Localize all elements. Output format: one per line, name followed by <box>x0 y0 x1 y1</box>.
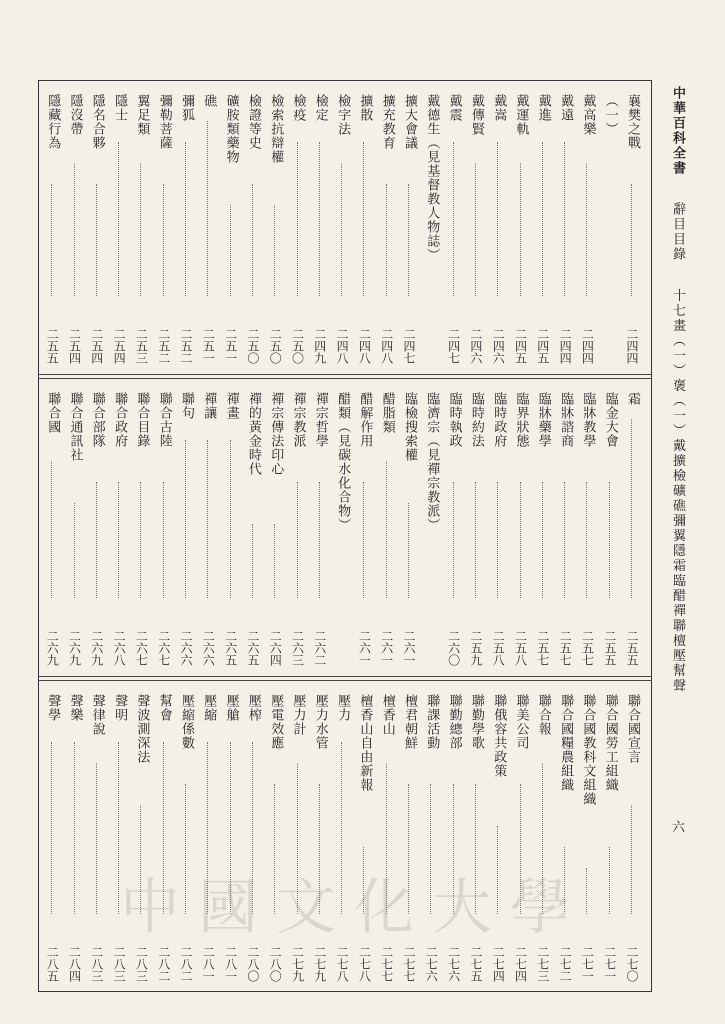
index-entry <box>488 378 508 676</box>
entry-page-number: 二七二 <box>558 946 573 982</box>
entry-page-number: 二五四 <box>89 328 104 364</box>
index-entry <box>288 80 308 374</box>
dotted-leader <box>475 163 476 296</box>
entry-term: 聯合目錄 <box>134 392 150 448</box>
dotted-leader <box>564 482 565 598</box>
entry-term: 聯合國教科文組織 <box>580 694 596 806</box>
entry-term: 彌狐 <box>179 94 194 122</box>
index-entry <box>622 80 642 374</box>
dotted-leader <box>319 482 320 598</box>
entry-term: 聯句 <box>179 392 194 420</box>
entry-page-number: 二七六 <box>446 946 461 982</box>
index-entry <box>198 378 218 676</box>
entry-term: 醋脂類 <box>379 392 395 434</box>
dotted-leader <box>631 805 632 914</box>
dotted-leader <box>363 482 364 598</box>
entry-page-number: 二七〇 <box>625 946 639 982</box>
entry-page-number: 二六一 <box>379 630 394 666</box>
entry-term: 戴高樂 <box>580 94 596 136</box>
entry-term: 禪宗傳法印心 <box>268 392 284 476</box>
entry-page-number: 二七七 <box>379 946 394 982</box>
dotted-leader <box>207 440 208 598</box>
index-entry <box>399 378 419 676</box>
dotted-leader <box>230 440 231 598</box>
dotted-leader <box>408 503 409 598</box>
entry-term: 聯合國勞工組織 <box>602 694 618 792</box>
dotted-leader <box>74 503 75 598</box>
index-entry <box>421 378 441 676</box>
index-entry <box>42 80 62 374</box>
index-entry <box>265 80 285 374</box>
dotted-leader <box>609 482 610 598</box>
index-entry <box>154 378 174 676</box>
entry-page-number: 二四七 <box>402 328 416 364</box>
entry-page-number: 二六一 <box>402 630 416 666</box>
index-entry <box>444 80 464 374</box>
dotted-leader <box>297 482 298 598</box>
entry-term: 彌勒菩薩 <box>156 94 172 150</box>
entry-term: 壓縮 <box>201 694 217 722</box>
entry-term: 聲波測深法 <box>134 694 150 764</box>
entry-term: 戴傳賢 <box>468 94 484 136</box>
entry-page-number: 二四八 <box>357 328 372 364</box>
index-band-top <box>38 80 652 374</box>
entry-page-number: 二五一 <box>201 328 216 364</box>
index-entry <box>577 80 597 374</box>
index-entry <box>221 378 241 676</box>
dotted-leader <box>163 184 164 296</box>
entry-page-number: 二六九 <box>67 630 82 666</box>
index-entry <box>243 378 263 676</box>
index-entry <box>377 378 397 676</box>
entry-page-number: 二五〇 <box>268 328 283 364</box>
entry-page-number: 二四四 <box>580 328 595 364</box>
entry-page-number: 二八五 <box>45 946 60 982</box>
entry-term: 壓縮係數 <box>179 694 194 750</box>
entry-page-number: 二五三 <box>134 328 149 364</box>
dotted-leader <box>230 205 231 296</box>
entry-term: 檢字法 <box>335 94 351 136</box>
index-entry <box>131 378 151 676</box>
entry-page-number: 二六九 <box>89 630 104 666</box>
entry-page-number: 二六六 <box>179 630 193 666</box>
entry-term: 檢索抗辯權 <box>268 94 284 164</box>
entry-page-number: 二四七 <box>446 328 461 364</box>
index-entry <box>87 378 107 676</box>
entry-page-number: 二五〇 <box>245 328 260 364</box>
entry-page-number: 二六七 <box>156 630 171 666</box>
index-entry <box>421 80 441 374</box>
entry-term: 聲樂 <box>67 694 83 722</box>
entry-page-number: 二六〇 <box>446 630 461 666</box>
index-entry <box>444 378 464 676</box>
entry-term: 聯勤學歌 <box>468 694 484 750</box>
dotted-leader <box>96 184 97 296</box>
entry-term: 礦胺類藥物 <box>223 94 239 164</box>
dotted-leader <box>118 142 119 296</box>
dotted-leader <box>163 482 164 598</box>
index-entry <box>243 80 263 374</box>
index-band-middle <box>38 378 652 676</box>
dotted-leader <box>631 184 632 296</box>
dotted-leader <box>274 524 275 598</box>
entry-page-number: 二四四 <box>558 328 573 364</box>
dotted-leader <box>341 163 342 296</box>
index-entry <box>332 80 352 374</box>
entry-term: 壓力 <box>335 694 351 722</box>
entry-page-number: 二七四 <box>513 946 528 982</box>
entry-term: 檀君朝鮮 <box>402 694 417 750</box>
dotted-leader <box>319 142 320 296</box>
entry-term: 隱藏行為 <box>45 94 61 150</box>
entry-term: 幫會 <box>156 694 172 722</box>
index-entry <box>176 378 196 676</box>
watermark: 中國文化大學 <box>120 873 588 943</box>
header-brand: 中華百科全書 <box>670 86 685 176</box>
entry-page-number: 二五一 <box>223 328 238 364</box>
index-entry <box>466 80 486 374</box>
entry-term: 臨牀教學 <box>580 392 596 448</box>
entry-term: 戴運軌 <box>513 94 529 136</box>
index-entry <box>65 680 85 992</box>
entry-page-number: 二五四 <box>67 328 82 364</box>
dotted-leader <box>497 482 498 598</box>
entry-page-number: 二五五 <box>602 630 617 666</box>
entry-term: 聯合報 <box>535 694 551 736</box>
entry-term: 聯合國糧農組織 <box>558 694 574 792</box>
index-entry <box>488 80 508 374</box>
dotted-leader <box>274 205 275 296</box>
entry-term: 醋類（見碳水化合物） <box>335 392 351 532</box>
index-entry <box>577 378 597 676</box>
entry-term: 檢疫 <box>290 94 306 122</box>
entry-page-number: 二八一 <box>201 946 216 982</box>
entry-term: 隱名合夥 <box>89 94 105 150</box>
dotted-leader <box>631 419 632 598</box>
entry-page-number: 二五七 <box>580 630 595 666</box>
entry-term: 臨濟宗（見禪宗教派） <box>424 392 440 532</box>
band-divider <box>38 374 652 375</box>
dotted-leader <box>564 142 565 296</box>
entry-term: 檢定 <box>312 94 328 122</box>
entry-page-number: 二五八 <box>491 630 506 666</box>
index-entry <box>511 80 531 374</box>
index-entry <box>310 378 330 676</box>
entry-page-number: 二五八 <box>513 630 528 666</box>
entry-term: 擴充教育 <box>379 94 395 150</box>
entry-page-number: 二六一 <box>357 630 372 666</box>
entry-page-number: 二五七 <box>535 630 550 666</box>
entry-term: 聯合部隊 <box>89 392 105 448</box>
entry-page-number: 二四六 <box>491 328 506 364</box>
entry-page-number: 二七一 <box>580 946 595 982</box>
entry-term: 聯合通訊社 <box>67 392 83 462</box>
entry-term: 臨牀藥學 <box>535 392 551 448</box>
entry-term: 壓力計 <box>290 694 306 736</box>
dotted-leader <box>475 482 476 598</box>
entry-page-number: 二五〇 <box>290 328 305 364</box>
entry-term: 聯美公司 <box>513 694 529 750</box>
dotted-leader <box>140 163 141 296</box>
entry-page-number: 二七六 <box>424 946 439 982</box>
entry-term: 聯課活動 <box>424 694 440 750</box>
entry-page-number: 二六二 <box>312 630 327 666</box>
dotted-leader <box>586 163 587 296</box>
dotted-leader <box>542 142 543 296</box>
entry-page-number: 二五四 <box>112 328 127 364</box>
entry-term: 臨界狀態 <box>513 392 529 448</box>
entry-page-number: 二五九 <box>468 630 483 666</box>
entry-term: 聯合國宣言 <box>625 694 640 764</box>
dotted-leader <box>453 142 454 296</box>
dotted-leader <box>51 461 52 598</box>
entry-term: 聯合國 <box>45 392 61 434</box>
index-entry <box>466 378 486 676</box>
dotted-leader <box>96 482 97 598</box>
dotted-leader <box>386 461 387 598</box>
entry-term: 翼足類 <box>134 94 150 136</box>
index-entry <box>87 80 107 374</box>
index-entry <box>533 378 553 676</box>
entry-term: 聲學 <box>45 694 61 722</box>
index-entry <box>600 80 620 374</box>
entry-term: 壓電效應 <box>268 694 284 750</box>
index-entry <box>176 80 196 374</box>
entry-page-number: 二八二 <box>156 946 171 982</box>
index-entry <box>288 378 308 676</box>
dotted-leader <box>297 142 298 296</box>
entry-term: 禪讓 <box>201 392 217 420</box>
index-entry <box>511 378 531 676</box>
entry-page-number: 二四八 <box>379 328 394 364</box>
dotted-leader <box>118 482 119 598</box>
entry-page-number: 二七八 <box>357 946 372 982</box>
dotted-leader <box>51 184 52 296</box>
dotted-leader <box>520 163 521 296</box>
entry-term: 禪宗哲學 <box>312 392 328 448</box>
entry-page-number: 二八一 <box>223 946 238 982</box>
entry-page-number: 二七九 <box>312 946 327 982</box>
entry-page-number: 二六三 <box>290 630 305 666</box>
entry-term: 禪畫 <box>223 392 239 420</box>
entry-page-number: 二六六 <box>201 630 216 666</box>
entry-term: 擴散 <box>357 94 373 122</box>
running-header <box>664 86 688 694</box>
dotted-leader <box>185 440 186 598</box>
index-entry <box>221 80 241 374</box>
entry-term: 臨檢搜索權 <box>402 392 417 462</box>
entry-term: 臨時政府 <box>491 392 507 448</box>
entry-term: 壓榨 <box>245 694 261 722</box>
entry-term: 戴震 <box>446 94 462 122</box>
dotted-leader <box>386 184 387 296</box>
entry-term: 壓力水管 <box>312 694 328 750</box>
entry-term: 聯合政府 <box>112 392 128 448</box>
index-entry <box>42 680 62 992</box>
entry-page-number: 二七五 <box>468 946 483 982</box>
index-entry <box>555 378 575 676</box>
index-entry <box>154 80 174 374</box>
index-entry <box>131 80 151 374</box>
entry-page-number: 二七七 <box>402 946 416 982</box>
entry-page-number: 二五二 <box>179 328 193 364</box>
entry-page-number: 二六五 <box>223 630 238 666</box>
entry-term: 聯勤總部 <box>446 694 462 750</box>
page-number: 六 <box>669 820 684 833</box>
dotted-leader <box>74 163 75 296</box>
entry-term: 聲律說 <box>89 694 105 736</box>
entry-page-number: 二六五 <box>245 630 260 666</box>
entry-page-number: 二八二 <box>179 946 193 982</box>
index-entry <box>399 80 419 374</box>
dotted-leader <box>252 184 253 296</box>
entry-term: 聯合古陸 <box>156 392 172 448</box>
index-entry <box>354 80 374 374</box>
entry-page-number: 二八三 <box>89 946 104 982</box>
entry-page-number: 二六八 <box>112 630 127 666</box>
index-entry <box>555 80 575 374</box>
header-range: 十七畫（一）褒（一）戴擴檢礦礁彌翼隱霜臨醋禪聯檀壓幫聲 <box>670 288 685 694</box>
entry-term: 檢證等史 <box>245 94 261 150</box>
index-entry <box>533 80 553 374</box>
dotted-leader <box>51 742 52 914</box>
entry-page-number: 二四五 <box>513 328 528 364</box>
entry-term: （一） <box>602 94 618 136</box>
entry-term: 隱士 <box>112 94 128 122</box>
entry-page-number: 二八〇 <box>245 946 260 982</box>
entry-term: 戴進 <box>535 94 551 122</box>
dotted-leader <box>586 482 587 598</box>
index-entry <box>65 378 85 676</box>
entry-page-number: 二五五 <box>625 630 639 666</box>
dotted-leader <box>542 482 543 598</box>
index-entry <box>622 378 642 676</box>
index-entry <box>198 80 218 374</box>
entry-term: 檀香山 <box>379 694 395 736</box>
entry-page-number: 二七八 <box>335 946 350 982</box>
entry-term: 臨時約法 <box>468 392 484 448</box>
entry-page-number: 二五二 <box>156 328 171 364</box>
entry-term: 聯俄容共政策 <box>491 694 507 778</box>
entry-page-number: 二八四 <box>67 946 82 982</box>
entry-page-number: 二五七 <box>558 630 573 666</box>
entry-page-number: 二六七 <box>134 630 149 666</box>
entry-page-number: 二四八 <box>335 328 350 364</box>
index-entry <box>377 80 397 374</box>
entry-term: 臨時執政 <box>446 392 462 448</box>
entry-page-number: 二七一 <box>602 946 617 982</box>
entry-term: 霜 <box>625 392 640 406</box>
entry-term: 聲明 <box>112 694 128 722</box>
entry-page-number: 二八三 <box>134 946 149 982</box>
entry-term: 醋解作用 <box>357 392 373 448</box>
entry-page-number: 二七九 <box>290 946 305 982</box>
index-entry <box>109 378 129 676</box>
index-entry <box>310 80 330 374</box>
index-entry <box>600 378 620 676</box>
dotted-leader <box>363 142 364 296</box>
entry-term: 壓艙 <box>223 694 239 722</box>
entry-page-number: 二七三 <box>535 946 550 982</box>
band-divider <box>38 676 652 677</box>
entry-term: 戴嵩 <box>491 94 507 122</box>
entry-term: 臨金大會 <box>602 392 618 448</box>
entry-term: 戴德生（見基督教人物誌） <box>424 94 440 262</box>
dotted-leader <box>140 482 141 598</box>
dotted-leader <box>408 184 409 296</box>
index-entry <box>87 680 107 992</box>
entry-term: 臨牀諮商 <box>558 392 574 448</box>
entry-term: 隱沒帶 <box>67 94 83 136</box>
index-entry <box>65 80 85 374</box>
entry-page-number: 二七四 <box>491 946 506 982</box>
entry-page-number: 二八三 <box>112 946 127 982</box>
index-entry <box>42 378 62 676</box>
index-entry <box>265 378 285 676</box>
entry-page-number: 二四六 <box>468 328 483 364</box>
dotted-leader <box>520 482 521 598</box>
dotted-leader <box>118 742 119 914</box>
index-entry <box>622 680 642 992</box>
entry-term: 礁 <box>201 94 217 108</box>
dotted-leader <box>453 482 454 598</box>
index-entry <box>109 80 129 374</box>
entry-term: 檀香山自由新報 <box>357 694 373 792</box>
dotted-leader <box>185 142 186 296</box>
dotted-leader <box>96 763 97 914</box>
entry-page-number: 二四九 <box>312 328 327 364</box>
entry-term: 襄樊之戰 <box>625 94 640 150</box>
dotted-leader <box>252 524 253 598</box>
dotted-leader <box>74 742 75 914</box>
entry-term: 禪宗教派 <box>290 392 306 448</box>
entry-page-number: 二八〇 <box>268 946 283 982</box>
dotted-leader <box>497 142 498 296</box>
entry-page-number: 二五五 <box>45 328 60 364</box>
entry-page-number: 二四四 <box>625 328 639 364</box>
entry-page-number: 二六四 <box>268 630 283 666</box>
entry-term: 戴遠 <box>558 94 574 122</box>
entry-page-number: 二六九 <box>45 630 60 666</box>
entry-page-number: 二四五 <box>535 328 550 364</box>
index-entry <box>332 378 352 676</box>
entry-term: 禪的黃金時代 <box>245 392 261 476</box>
index-entry <box>354 378 374 676</box>
entry-term: 擴大會議 <box>402 94 417 150</box>
header-section: 辭目目錄 <box>670 202 685 263</box>
dotted-leader <box>207 121 208 296</box>
